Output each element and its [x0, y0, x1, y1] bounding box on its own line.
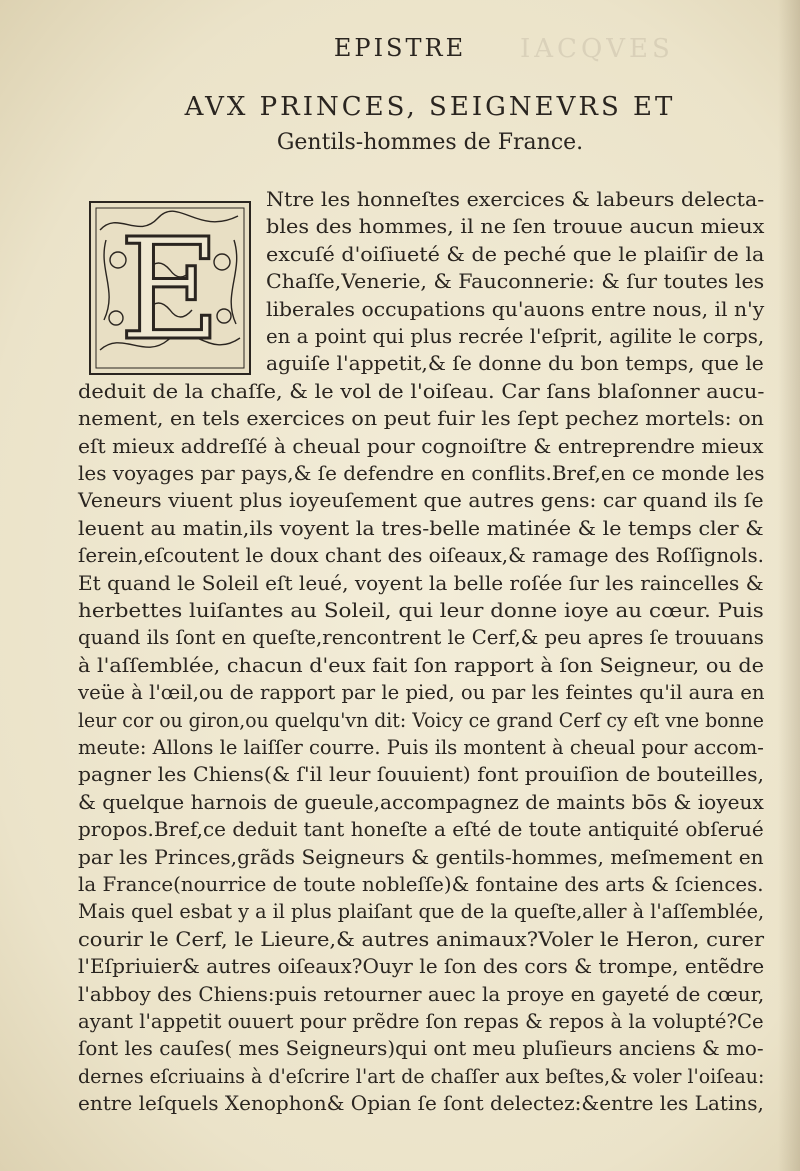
text-line: Chaſſe,Venerie, & Fauconnerie: & ſur toutes les	[266, 270, 765, 293]
text-line: en a point qui plus recrée l'eſprit, agilite le corps,	[266, 325, 765, 348]
text-line: Et quand le Soleil eſt leué, voyent la belle roſée ſur les raincelles &	[78, 572, 764, 595]
text-line: l'abboy des Chiens:puis retourner auec la proye en gayeté de cœur,	[78, 983, 765, 1006]
text-line: leuent au matin,ils voyent la tres-belle matinée & le temps cler &	[78, 517, 764, 540]
text-line: l'Eſpriuier& autres oiſeaux?Ouyr le ſon des cors & trompe, entẽdre	[78, 955, 765, 978]
decorated-initial-letter	[88, 200, 252, 376]
text-line: leur cor ou giron,ou quelqu'vn dit: Voicy ce grand Cerf cy eſt vne bonne	[78, 709, 764, 732]
text-line: courir le Cerf, le Lieure,& autres animaux?Voler le Heron, curer	[78, 928, 765, 951]
text-line: à l'aſſemblée, chacun d'eux fait ſon rapport à ſon Seigneur, ou de	[78, 654, 764, 677]
text-line: aguiſe l'appetit,& ſe donne du bon temps, que le	[266, 352, 764, 375]
text-line: meute: Allons le laiſſer courre. Puis ils montent à cheual pour accom-	[78, 736, 764, 759]
text-line: Mais quel esbat y a il plus plaiſant que de la queſte,aller à l'aſſemblée,	[78, 900, 765, 923]
text-line: entre leſquels Xenophon& Opian ſe ſont delectez:&entre les Latins,	[78, 1092, 764, 1115]
page-edge-shadow	[778, 0, 800, 1171]
text-line: bles des hommes, il ne ſen trouue aucun mieux	[266, 215, 765, 238]
text-line: par les Princes,grãds Seigneurs & gentils-hommes, meſmement en	[78, 846, 764, 869]
page-title: AVX PRINCES, SEIGNEVRS ET	[184, 92, 676, 122]
page-subtitle: Gentils-hommes de France.	[276, 130, 584, 155]
text-line: eſt mieux addreſſé à cheual pour cognoiſtre & entreprendre mieux	[78, 435, 764, 458]
text-line: pagner les Chiens(& ſ'il leur ſouuient) font prouiſion de bouteilles,	[78, 763, 765, 786]
text-line: quand ils ſont en queſte,rencontrent le Cerf,& peu apres ſe trouuans	[78, 626, 764, 649]
text-line: ayant l'appetit ouuert pour prẽdre ſon repas & repos à la volupté?Ce	[78, 1010, 764, 1033]
text-line: & quelque harnois de gueule,accompagnez de maints bōs & ioyeux	[78, 791, 764, 814]
text-line: Veneurs viuent plus ioyeuſement que autres gens: car quand ils ſe	[78, 489, 764, 512]
text-line: les voyages par pays,& ſe defendre en conflits.Bref,en ce monde les	[78, 462, 765, 485]
bleed-through-text: IACQVES	[520, 34, 674, 64]
text-line: ſerein,eſcoutent le doux chant des oiſeaux,& ramage des Roſſignols.	[78, 544, 764, 567]
text-line: la France(nourrice de toute nobleſſe)& fontaine des arts & ſciences.	[78, 873, 764, 896]
text-line: excuſé d'oiſiueté & de peché que le plaiſir de la	[266, 243, 765, 266]
text-line: veüe à l'œil,ou de rapport par le pied, ou par les feintes qu'il aura en	[78, 681, 765, 704]
text-line: dernes eſcriuains à d'eſcrire l'art de chaſſer aux beſtes,& voler l'oiſeau:	[78, 1065, 765, 1088]
running-head: EPISTRE	[333, 34, 467, 62]
text-line: Ntre les honneſtes exercices & labeurs delecta-	[266, 188, 765, 211]
text-line: deduit de la chaſſe, & le vol de l'oiſeau. Car ſans blaſonner aucu-	[78, 380, 765, 403]
text-line: herbettes luiſantes au Soleil, qui leur donne ioye au cœur. Puis	[78, 599, 764, 622]
initial-letter-glyph: E	[118, 209, 222, 372]
text-line: propos.Bref,ce deduit tant honeſte a eſté de toute antiquité obſerué	[78, 818, 764, 841]
text-line: ſont les cauſes( mes Seigneurs)qui ont meu pluſieurs anciens & mo-	[78, 1037, 764, 1060]
text-line: liberales occupations qu'auons entre nous, il n'y	[266, 298, 765, 321]
text-line: nement, en tels exercices on peut fuir les ſept pechez mortels: on	[78, 407, 764, 430]
